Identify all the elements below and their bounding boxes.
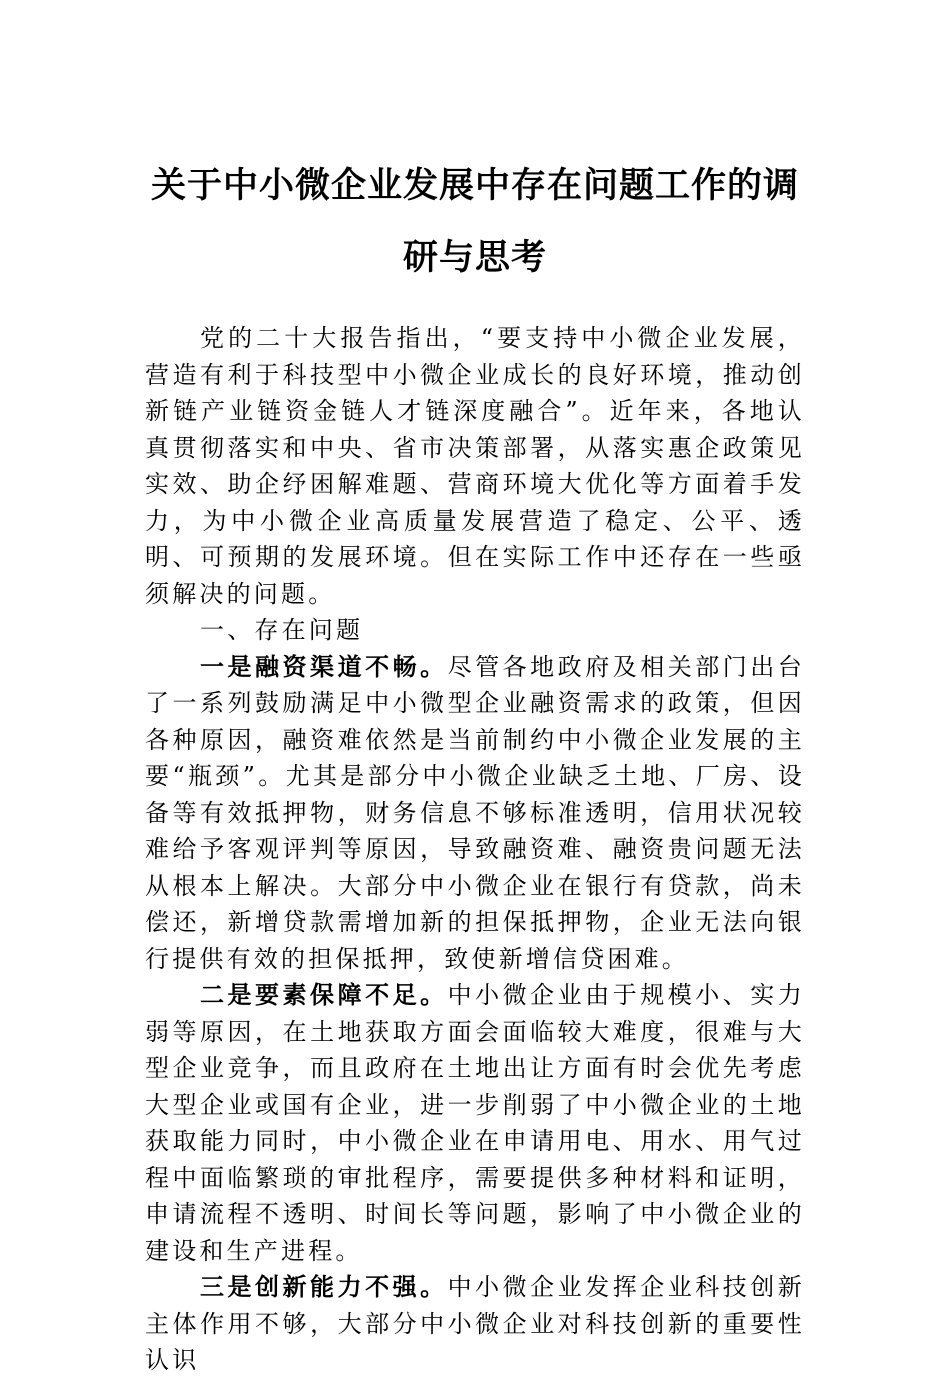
document-title-line-2: 研与思考 [402,237,547,278]
document-title-line-1: 关于中小微企业发展中存在问题工作的调 [150,165,799,206]
point-text-3: 中小微企业发挥企业科技创新主体作用不够，大部分中小微企业对科技创新的重要性认识 [145,1273,805,1374]
point-paragraph-2 [145,977,805,1269]
section-heading: 一、存在问题 [200,616,364,644]
point-paragraph-1 [145,649,805,978]
document-body [145,320,805,1379]
point-lead-3: 三是创新能力不强。 [200,1272,448,1301]
point-text-2: 中小微企业由于规模小、实力弱等原因，在土地获取方面会面临较大难度，很难与大型企业竞争，而且政府在土地出让方面有时会优先考虑大型企业或国有企业，进一步削弱了中小微企业的土地获取能力同时，中小微企业在申请用电、用水、用气过程中面临繁琐的审批程序，需要提供多种材料和证明，申请流程不透明、时间长等问题，影响了中小微企业的建设和生产进程。 [145,981,805,1265]
point-paragraph-3 [145,1269,805,1379]
point-lead-1: 一是融资渠道不畅。 [200,651,448,681]
point-lead-2: 二是要素保障不足。 [200,980,448,1009]
point-text-1: 尽管各地政府及相关部门出台了一系列鼓励满足中小微型企业融资需求的政策，但因各种原因，融资难依然是当前制约中小微企业发展的主要“瓶颈”。尤其是部分中小微企业缺乏土地、厂房、设备等有效抵押物，财务信息不够标准透明，信用状况较难给予客观评判等原因，导致融资难、融资贵问题无法从根本上解决。大部分中小微企业在银行有贷款，尚未偿还，新增贷款需增加新的担保抵押物，企业无法向银行提供有效的担保抵押，致使新增信贷困难。 [145,652,805,973]
intro-paragraph: 党的二十大报告指出，“要支持中小微企业发展，营造有利于科技型中小微企业成长的良好环境，推动创新链产业链资金链人才链深度融合”。近年来，各地认真贯彻落实和中央、省市决策部署，从落实惠企政策见实效、助企纾困解难题、营商环境大优化等方面着手发力，为中小微企业高质量发展营造了稳定、公平、透明、可预期的发展环境。但在实际工作中还存在一些亟须解决的问题。 [145,324,805,608]
